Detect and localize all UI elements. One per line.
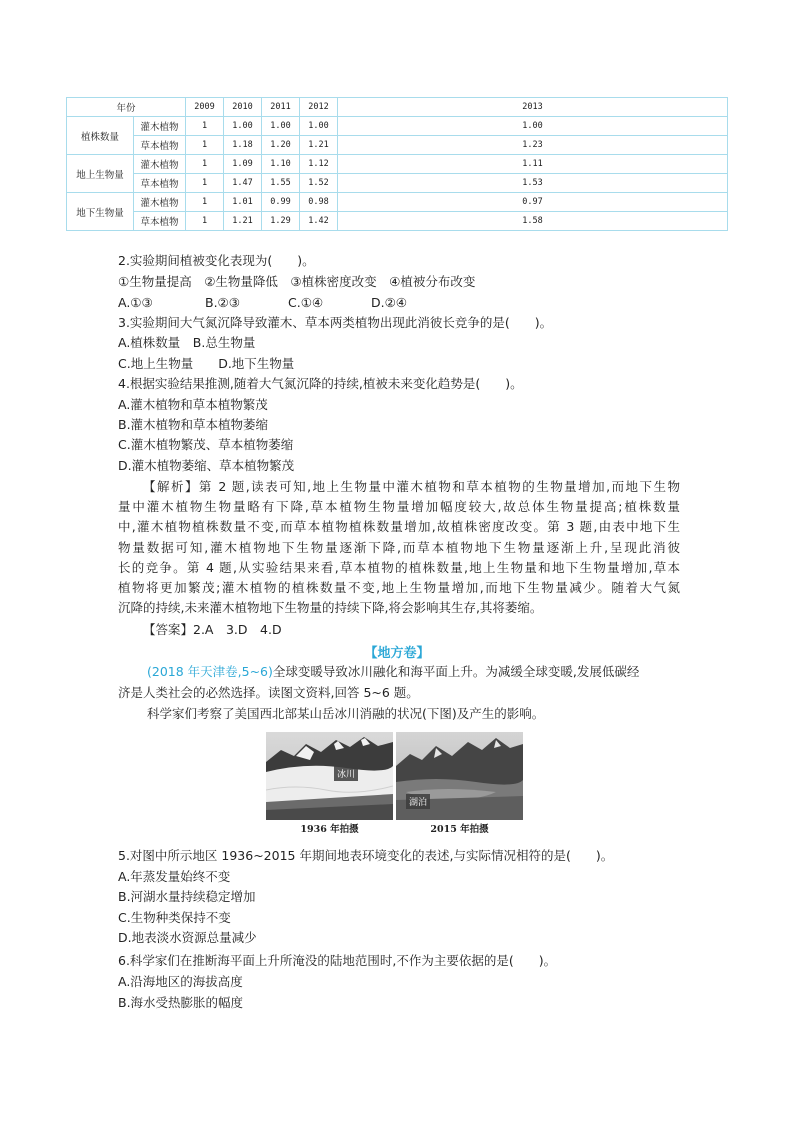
value-cell: 1.21	[300, 136, 338, 155]
plant-type: 草本植物	[134, 174, 186, 193]
plant-type: 草本植物	[134, 136, 186, 155]
value-cell: 1	[186, 136, 224, 155]
q2-items: ①生物量提高 ②生物量降低 ③植株密度改变 ④植被分布改变	[118, 274, 476, 289]
analysis-line: 中,灌木植物植株数量不变,而草本植物植株数量增加,故植株密度改变。第 3 题,由表中地下生	[118, 519, 680, 535]
option-c[interactable]: C.灌木植物繁茂、草本植物萎缩	[118, 437, 294, 452]
value-cell: 1.12	[300, 155, 338, 174]
analysis-line: 沉降的持续,未来灌木植物地下生物量的持续下降,将会影响其生存,其将萎缩。	[118, 600, 543, 616]
table-header-label: 年份	[67, 98, 186, 117]
q2-options	[118, 293, 407, 313]
group-name: 地上生物量	[67, 155, 134, 193]
option-b[interactable]: B.河湖水量持续稳定增加	[118, 889, 256, 904]
q2-stem: 2.实验期间植被变化表现为( )。	[118, 253, 315, 268]
q4-stem: 4.根据实验结果推测,随着大气氮沉降的持续,植被未来变化趋势是( )。	[118, 376, 523, 391]
section-title: 【地方卷】	[364, 646, 430, 661]
group-name: 植株数量	[67, 117, 134, 155]
intro-line-1	[147, 662, 639, 682]
value-cell: 1	[186, 155, 224, 174]
value-cell: 1	[186, 212, 224, 231]
value-cell: 1.01	[224, 193, 262, 212]
table-row	[67, 155, 728, 174]
value-cell: 1.55	[262, 174, 300, 193]
plant-type: 灌木植物	[134, 155, 186, 174]
value-cell: 1.23	[338, 136, 728, 155]
value-cell: 1.00	[224, 117, 262, 136]
option-a[interactable]: A.年蒸发量始终不变	[118, 869, 231, 884]
table-row	[67, 136, 728, 155]
value-cell: 1.47	[224, 174, 262, 193]
glacier-tag: 冰川	[334, 766, 358, 781]
q6-stem: 6.科学家们在推断海平面上升所淹没的陆地范围时,不作为主要依据的是( )。	[118, 953, 557, 968]
value-cell: 1.58	[338, 212, 728, 231]
answer-line: 【答案】2.A 3.D 4.D	[143, 622, 282, 637]
value-cell: 1	[186, 117, 224, 136]
table-row	[67, 193, 728, 212]
plant-type: 灌木植物	[134, 117, 186, 136]
year-cell: 2009	[186, 98, 224, 117]
year-cell: 2010	[224, 98, 262, 117]
year-cell: 2013	[338, 98, 728, 117]
table-row	[67, 212, 728, 231]
intro-line-3: 科学家们考察了美国西北部某山岳冰川消融的状况(下图)及产生的影响。	[147, 706, 545, 721]
table-row	[67, 117, 728, 136]
option-b[interactable]: B.灌木植物和草本植物萎缩	[118, 417, 269, 432]
value-cell: 1.20	[262, 136, 300, 155]
value-cell: 0.99	[262, 193, 300, 212]
glacier-photo-illustration	[266, 732, 393, 820]
value-cell: 1.18	[224, 136, 262, 155]
caption-2015: 2015 年拍摄	[430, 824, 489, 835]
value-cell: 1.52	[300, 174, 338, 193]
plant-type: 灌木植物	[134, 193, 186, 212]
lake-tag: 湖泊	[406, 794, 430, 809]
glacier-figure	[266, 732, 528, 834]
q3-stem: 3.实验期间大气氮沉降导致灌木、草本两类植物出现此消彼长竞争的是( )。	[118, 315, 553, 330]
plant-type: 草本植物	[134, 212, 186, 231]
table-row	[67, 174, 728, 193]
analysis-line: 量中灌木植物生物量略有下降,草本植物生物量增加幅度较大,故总体生物量提高;植株数量	[118, 499, 680, 515]
option-b[interactable]: B.②③	[205, 295, 240, 310]
value-cell: 1.09	[224, 155, 262, 174]
value-cell: 1.10	[262, 155, 300, 174]
option-a[interactable]: A.沿海地区的海拔高度	[118, 974, 243, 989]
option-a[interactable]: A.灌木植物和草本植物繁茂	[118, 397, 268, 412]
intro-line-2: 济是人类社会的必然选择。读图文资料,回答 5~6 题。	[118, 685, 419, 700]
q5-stem: 5.对图中所示地区 1936~2015 年期间地表环境变化的表述,与实际情况相符的是( )。	[118, 848, 614, 863]
photo-1936	[266, 732, 393, 820]
photo-2015	[396, 732, 523, 820]
year-cell: 2011	[262, 98, 300, 117]
analysis-paragraph	[118, 477, 680, 618]
value-cell: 1.21	[224, 212, 262, 231]
value-cell: 0.97	[338, 193, 728, 212]
group-name: 地下生物量	[67, 193, 134, 231]
value-cell: 1.53	[338, 174, 728, 193]
option-b[interactable]: B.海水受热膨胀的幅度	[118, 995, 244, 1010]
value-cell: 1.42	[300, 212, 338, 231]
value-cell: 0.98	[300, 193, 338, 212]
value-cell: 1.00	[300, 117, 338, 136]
value-cell: 1.00	[262, 117, 300, 136]
value-cell: 1	[186, 193, 224, 212]
value-cell: 1.29	[262, 212, 300, 231]
analysis-line: 【解析】第 2 题,读表可知,地上生物量中灌木植物和草本植物的生物量增加,而地下生物	[143, 479, 680, 494]
value-cell: 1.11	[338, 155, 728, 174]
value-cell: 1	[186, 174, 224, 193]
analysis-line: 长的竞争。第 4 题,从实验结果来看,草本植物的植株数量,地上生物量和地下生物量增加,草本	[118, 559, 680, 575]
q3-options-ab[interactable]: A.植株数量 B.总生物量	[118, 335, 256, 350]
data-table	[66, 97, 728, 231]
source-label: (2018 年天津卷,5~6)	[147, 664, 273, 679]
analysis-line: 植物将更加繁茂;灌木植物的植株数量不变,地上生物量增加,而地下生物量减少。随着大气氮	[118, 580, 680, 596]
option-c[interactable]: C.①④	[288, 295, 324, 310]
analysis-line: 物量数据可知,灌木植物地下生物量逐渐下降,而草本植物地下生物量逐渐上升,呈现此消彼	[118, 539, 680, 555]
option-d[interactable]: D.地表淡水资源总量减少	[118, 930, 257, 945]
value-cell: 1.00	[338, 117, 728, 136]
caption-1936: 1936 年拍摄	[300, 824, 359, 835]
option-a[interactable]: A.①③	[118, 295, 153, 310]
option-c[interactable]: C.生物种类保持不变	[118, 910, 231, 925]
year-cell: 2012	[300, 98, 338, 117]
option-d[interactable]: D.②④	[371, 295, 408, 310]
intro-text: 全球变暖导致冰川融化和海平面上升。为减缓全球变暖,发展低碳经	[272, 664, 640, 679]
option-d[interactable]: D.灌木植物萎缩、草本植物繁茂	[118, 458, 295, 473]
q3-options-cd[interactable]: C.地上生物量 D.地下生物量	[118, 356, 295, 371]
table-header-row	[67, 98, 728, 117]
